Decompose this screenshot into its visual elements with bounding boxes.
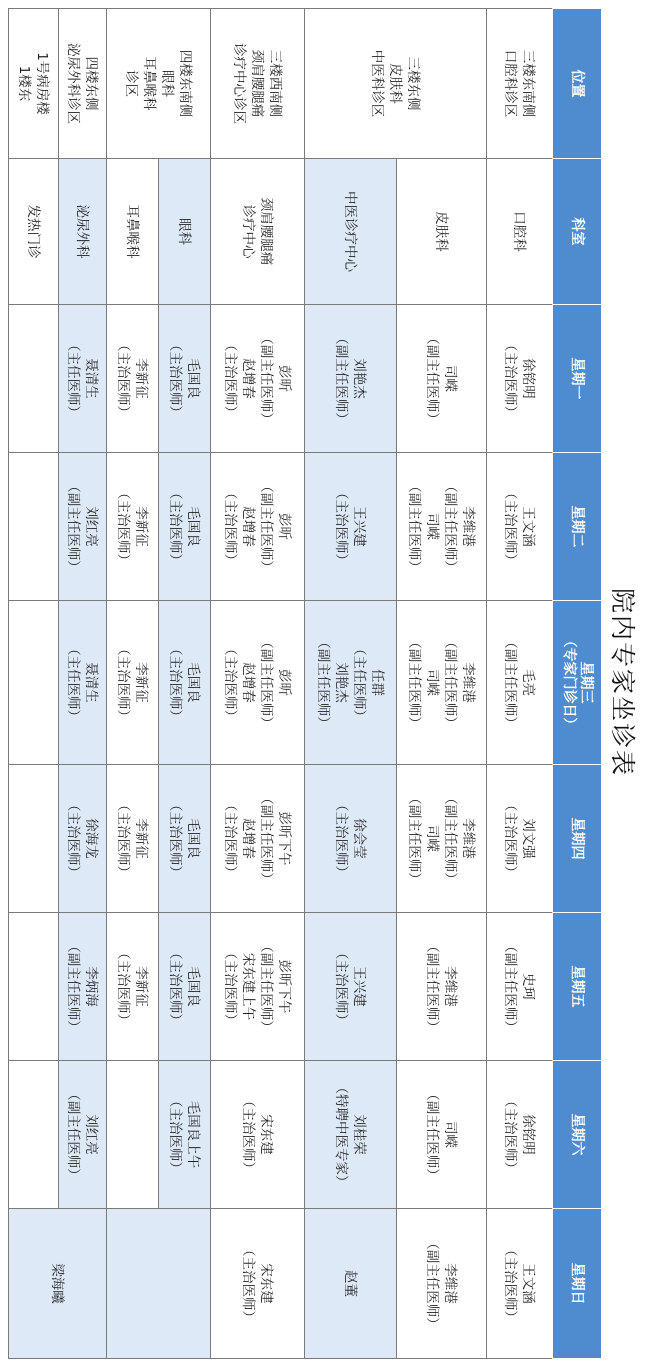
doctor-cell xyxy=(9,1061,59,1209)
cell-text-line: 李维港 xyxy=(460,818,477,859)
cell-text-line: 赵增春 xyxy=(240,818,257,859)
header-day-label: 星期三 xyxy=(578,661,594,704)
cell-text-line: 史珂 xyxy=(520,973,537,1000)
header-department: 科室 xyxy=(553,159,602,305)
cell-text-line: 刘文强 xyxy=(520,818,537,859)
cell-text-line: （特聘中医专家） xyxy=(333,1080,350,1189)
doctor-cell xyxy=(487,765,553,913)
location-cell xyxy=(107,9,211,159)
cell-text-line: 司嵘 xyxy=(424,513,441,540)
doctor-cell xyxy=(487,913,553,1061)
cell-text-line: （副主任医师） xyxy=(424,1236,441,1331)
header-day: 星期六 xyxy=(553,1061,602,1209)
doctor-cell xyxy=(397,1209,487,1359)
cell-text-line: 1楼东 xyxy=(16,65,33,102)
cell-text-line: （主治医师） xyxy=(115,338,132,419)
doctor-cell xyxy=(211,601,305,765)
doctor-cell xyxy=(305,913,397,1061)
doctor-cell xyxy=(211,913,305,1061)
cell-text-line: （副主任医师） xyxy=(442,791,459,886)
cell-text-line: 诊区 xyxy=(123,70,140,97)
cell-text-line: 泌尿外科诊区 xyxy=(65,43,82,124)
cell-text-line: 彭昕 xyxy=(276,669,293,696)
doctor-cell xyxy=(159,305,211,453)
table-row xyxy=(159,9,211,1359)
cell-text-line: （副主任医师） xyxy=(442,479,459,574)
cell-text-line: 皮肤科 xyxy=(433,211,450,252)
doctor-cell xyxy=(305,305,397,453)
department-cell xyxy=(305,159,397,305)
cell-text-line: （主治医师） xyxy=(115,486,132,567)
cell-text-line: 毛国良 xyxy=(185,966,202,1007)
cell-text-line: 毛国良 xyxy=(185,662,202,703)
cell-text-line: 毛国良 xyxy=(185,506,202,547)
header-day: 星期日 xyxy=(553,1209,602,1359)
doctor-cell xyxy=(59,1061,107,1209)
cell-text-line: 中医科诊区 xyxy=(369,49,386,118)
cell-text-line: 刘艳杰 xyxy=(333,662,350,703)
cell-text-line: （主治医师） xyxy=(167,486,184,567)
department-cell xyxy=(9,159,59,305)
cell-text-line: （副主任医师） xyxy=(406,791,423,886)
department-cell xyxy=(59,159,107,305)
cell-text-line: 李维港 xyxy=(442,966,459,1007)
cell-text-line: （主治医师） xyxy=(222,486,239,567)
doctor-cell xyxy=(9,1209,107,1359)
doctor-cell xyxy=(159,453,211,601)
cell-text-line: （副主任医师） xyxy=(258,479,275,574)
header-day: 星期一 xyxy=(553,305,602,453)
cell-text-line: 毛亮 xyxy=(520,669,537,696)
cell-text-line: 彭昕下午 xyxy=(276,811,293,866)
header-location: 位置 xyxy=(553,9,602,159)
doctor-cell xyxy=(397,453,487,601)
cell-text-line: 四楼东侧 xyxy=(83,56,100,111)
cell-text-line: （主治医师） xyxy=(167,338,184,419)
cell-text-line: （主治医师） xyxy=(502,1243,519,1324)
location-cell xyxy=(59,9,107,159)
schedule-table xyxy=(8,8,602,1359)
cell-text-line: 中医诊疗中心 xyxy=(342,191,359,272)
location-cell xyxy=(305,9,487,159)
cell-text-line: （副主任医师） xyxy=(333,331,350,426)
cell-text-line: 赵董 xyxy=(342,1270,359,1297)
table-row xyxy=(211,9,305,1359)
doctor-cell xyxy=(487,1209,553,1359)
doctor-cell xyxy=(487,601,553,765)
cell-text-line: 司嵘 xyxy=(442,365,459,392)
cell-text-line: （副主任医师） xyxy=(406,479,423,574)
page-title: 院内专家坐诊表 xyxy=(608,587,637,777)
doctor-cell xyxy=(397,305,487,453)
cell-text-line: 发热门诊 xyxy=(25,204,42,259)
cell-text-line: 王文涵 xyxy=(520,506,537,547)
cell-text-line: （主治医师） xyxy=(333,486,350,567)
doctor-cell xyxy=(487,305,553,453)
doctor-cell xyxy=(59,913,107,1061)
cell-text-line: （主治医师） xyxy=(222,798,239,879)
cell-text-line: 李维港 xyxy=(442,1263,459,1304)
table-row xyxy=(305,9,397,1359)
cell-text-line: （主治医师） xyxy=(502,798,519,879)
cell-text-line: 皮肤科 xyxy=(387,63,404,104)
cell-text-line: 李新征 xyxy=(133,966,150,1007)
cell-text-line: 赵增春 xyxy=(240,506,257,547)
cell-text-line: 徐海龙 xyxy=(83,818,100,859)
doctor-cell xyxy=(9,601,59,765)
doctor-cell xyxy=(397,765,487,913)
cell-text-line: 刘红亮 xyxy=(83,506,100,547)
cell-text-line: 李新征 xyxy=(133,358,150,399)
cell-text-line: 李新征 xyxy=(133,506,150,547)
header-day: 星期四 xyxy=(553,765,602,913)
department-cell xyxy=(397,159,487,305)
cell-text-line: （主治医师） xyxy=(502,486,519,567)
cell-text-line: （副主任医师） xyxy=(65,479,82,574)
cell-text-line: （主治医师） xyxy=(333,798,350,879)
cell-text-line: （主治医师） xyxy=(222,338,239,419)
cell-text-line: 徐铭明 xyxy=(520,358,537,399)
cell-text-line: 宋东建 xyxy=(258,1114,275,1155)
cell-text-line: 李新征 xyxy=(133,662,150,703)
doctor-cell xyxy=(107,453,159,601)
cell-text-line: （副主任医师） xyxy=(424,939,441,1034)
doctor-cell xyxy=(487,1061,553,1209)
cell-text-line: 眼科 xyxy=(159,70,176,97)
doctor-cell xyxy=(305,601,397,765)
doctor-cell xyxy=(397,1061,487,1209)
cell-text-line: 宋东建上午 xyxy=(240,952,257,1021)
cell-text-line: 眼科 xyxy=(176,218,193,245)
cell-text-line: 毛国良 xyxy=(185,358,202,399)
doctor-cell xyxy=(305,765,397,913)
doctor-cell xyxy=(159,601,211,765)
cell-text-line: （副主任医师） xyxy=(65,939,82,1034)
cell-text-line: 司嵘 xyxy=(424,825,441,852)
cell-text-line: 司嵘 xyxy=(442,1121,459,1148)
cell-text-line: 诊疗中心诊区 xyxy=(231,43,248,124)
table-row xyxy=(397,9,487,1359)
cell-text-line: 聂清生 xyxy=(83,358,100,399)
doctor-cell xyxy=(211,1061,305,1209)
cell-text-line: 彭昕下午 xyxy=(276,959,293,1014)
doctor-cell xyxy=(211,1209,305,1359)
cell-text-line: 三楼西南侧 xyxy=(267,49,284,118)
doctor-cell xyxy=(107,1209,211,1359)
cell-text-line: （副主任医师） xyxy=(258,939,275,1034)
cell-text-line: （副主任医师） xyxy=(65,1087,82,1182)
cell-text-line: 刘桂荣 xyxy=(351,1114,368,1155)
cell-text-line: （主治医师） xyxy=(167,642,184,723)
cell-text-line: （主治医师） xyxy=(240,1094,257,1175)
cell-text-line: 颈肩腰腿痛 xyxy=(258,197,275,266)
cell-text-line: （副主任医师） xyxy=(502,939,519,1034)
cell-text-line: 徐会莹 xyxy=(351,818,368,859)
cell-text-line: （主任医师） xyxy=(65,642,82,723)
cell-text-line: （主治医师） xyxy=(502,1094,519,1175)
cell-text-line: 耳鼻喉科 xyxy=(141,56,158,111)
doctor-cell xyxy=(397,913,487,1061)
doctor-cell xyxy=(9,453,59,601)
cell-text-line: 李维港 xyxy=(460,662,477,703)
cell-text-line: 王兴建 xyxy=(351,966,368,1007)
cell-text-line: 彭昕 xyxy=(276,513,293,540)
department-cell xyxy=(159,159,211,305)
cell-text-line: 梁海曦 xyxy=(49,1263,66,1304)
doctor-cell xyxy=(487,453,553,601)
cell-text-line: （主治医师） xyxy=(222,946,239,1027)
cell-text-line: 四楼东南侧 xyxy=(177,49,194,118)
header-day: 星期五 xyxy=(553,913,602,1061)
cell-text-line: 聂清生 xyxy=(83,662,100,703)
table-row xyxy=(9,9,59,1359)
cell-text-line: （主任医师） xyxy=(351,642,368,723)
cell-text-line: 刘艳杰 xyxy=(351,358,368,399)
doctor-cell xyxy=(159,765,211,913)
doctor-cell xyxy=(9,305,59,453)
cell-text-line: （副主任医师） xyxy=(258,635,275,730)
header-day-note: （专家门诊日） xyxy=(561,633,577,732)
doctor-cell xyxy=(305,1061,397,1209)
doctor-cell xyxy=(9,913,59,1061)
cell-text-line: 李新征 xyxy=(133,818,150,859)
table-row xyxy=(107,9,159,1359)
cell-text-line: 赵增春 xyxy=(240,662,257,703)
doctor-cell xyxy=(211,453,305,601)
cell-text-line: （主治医师） xyxy=(167,1094,184,1175)
cell-text-line: （副主任医师） xyxy=(502,635,519,730)
cell-text-line: （主治医师） xyxy=(115,798,132,879)
cell-text-line: 宋东建 xyxy=(258,1263,275,1304)
cell-text-line: 三楼东南侧 xyxy=(520,49,537,118)
cell-text-line: 诊疗中心 xyxy=(240,204,257,259)
cell-text-line: 口腔科诊区 xyxy=(502,49,519,118)
cell-text-line: 三楼东侧 xyxy=(405,56,422,111)
cell-text-line: 毛国良上午 xyxy=(185,1100,202,1169)
doctor-cell xyxy=(107,601,159,765)
cell-text-line: 司嵘 xyxy=(424,669,441,696)
header-row xyxy=(553,9,602,1359)
cell-text-line: （主治医师） xyxy=(222,642,239,723)
cell-text-line: （主治医师） xyxy=(115,642,132,723)
cell-text-line: （主治医师） xyxy=(502,338,519,419)
header-day: 星期二 xyxy=(553,453,602,601)
table-row xyxy=(487,9,553,1359)
cell-text-line: （副主任医师） xyxy=(442,635,459,730)
location-cell xyxy=(487,9,553,159)
doctor-cell xyxy=(107,305,159,453)
cell-text-line: （副主任医师） xyxy=(424,331,441,426)
cell-text-line: 王文涵 xyxy=(520,1263,537,1304)
cell-text-line: （主任医师） xyxy=(65,338,82,419)
cell-text-line: 耳鼻喉科 xyxy=(124,204,141,259)
table-row xyxy=(59,9,107,1359)
doctor-cell xyxy=(305,1209,397,1359)
doctor-cell xyxy=(9,765,59,913)
cell-text-line: 1号病房楼 xyxy=(34,52,51,115)
header-day xyxy=(553,601,602,765)
cell-text-line: 泌尿外科 xyxy=(74,204,91,259)
cell-text-line: （副主任医师） xyxy=(315,635,332,730)
location-cell xyxy=(9,9,59,159)
cell-text-line: （副主任医师） xyxy=(424,1087,441,1182)
doctor-cell xyxy=(59,453,107,601)
cell-text-line: 毛国良 xyxy=(185,818,202,859)
doctor-cell xyxy=(159,913,211,1061)
department-cell xyxy=(487,159,553,305)
department-cell xyxy=(107,159,159,305)
cell-text-line: （主治医师） xyxy=(240,1243,257,1324)
doctor-cell xyxy=(159,1061,211,1209)
cell-text-line: 李炳海 xyxy=(83,966,100,1007)
cell-text-line: 彭昕 xyxy=(276,365,293,392)
doctor-cell xyxy=(59,305,107,453)
doctor-cell xyxy=(211,305,305,453)
cell-text-line: （主治医师） xyxy=(167,946,184,1027)
cell-text-line: （主治医师） xyxy=(115,946,132,1027)
location-cell xyxy=(211,9,305,159)
cell-text-line: 任群 xyxy=(369,669,386,696)
cell-text-line: 口腔科 xyxy=(511,211,528,252)
cell-text-line: 徐铭明 xyxy=(520,1114,537,1155)
doctor-cell xyxy=(59,601,107,765)
cell-text-line: 王兴建 xyxy=(351,506,368,547)
doctor-cell xyxy=(211,765,305,913)
doctor-cell xyxy=(107,1061,159,1209)
cell-text-line: （主治医师） xyxy=(333,946,350,1027)
doctor-cell xyxy=(107,913,159,1061)
doctor-cell xyxy=(59,765,107,913)
doctor-cell xyxy=(397,601,487,765)
cell-text-line: 颈肩腰腿痛 xyxy=(249,49,266,118)
cell-text-line: （副主任医师） xyxy=(406,635,423,730)
doctor-cell xyxy=(305,453,397,601)
department-cell xyxy=(211,159,305,305)
doctor-cell xyxy=(107,765,159,913)
cell-text-line: （副主任医师） xyxy=(258,331,275,426)
cell-text-line: （主治医师） xyxy=(65,798,82,879)
cell-text-line: 李维港 xyxy=(460,506,477,547)
cell-text-line: 赵增春 xyxy=(240,358,257,399)
cell-text-line: （副主任医师） xyxy=(258,791,275,886)
cell-text-line: （主治医师） xyxy=(167,798,184,879)
cell-text-line: 刘红亮 xyxy=(83,1114,100,1155)
